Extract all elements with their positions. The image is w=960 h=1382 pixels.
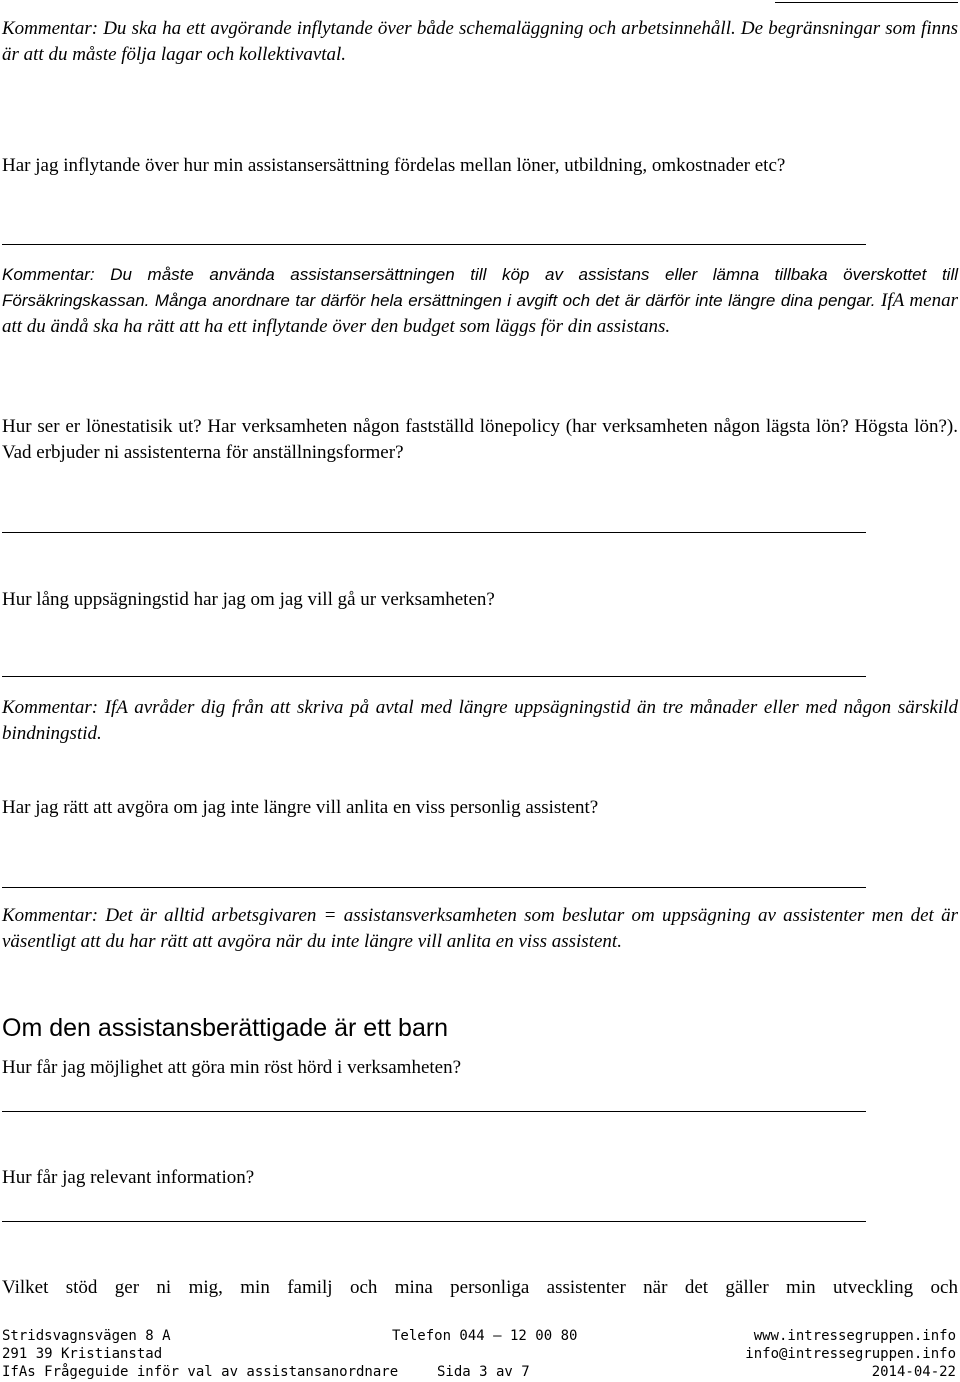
question-voice: Hur får jag möjlighet att göra min röst hörd i verksamheten?	[2, 1057, 462, 1078]
question-budget: Har jag inflytande över hur min assistansersättning fördelas mellan löner, utbildning, omkostnader etc?	[2, 155, 786, 176]
comment-budget-part3: IfA menar att du ändå ska ha rätt att ha ett inflytande över den budget som läggs för din assistans.	[2, 290, 958, 337]
question-information: Hur får jag relevant information?	[2, 1167, 255, 1188]
answer-line	[2, 1111, 866, 1112]
comment-budget-part2: Många anordnare tar därför hela ersättningen i avgift och det är därför inte längre dina pengar.	[154, 291, 876, 310]
question-notice: Hur lång uppsägningstid har jag om jag vill gå ur verksamheten?	[2, 589, 495, 610]
comment-scheduling: Kommentar: Du ska ha ett avgörande inflytande över både schemaläggning och arbetsinnehåll. De begränsningar som finns är att du måste följa lagar och kollektivavtal.	[2, 18, 958, 65]
footer-date: 2014-04-22	[871, 1364, 956, 1380]
question-salary: Hur ser er lönestatisik ut? Har verksamheten någon fastställd lönepolicy (har verksamheten någon lägsta lön? Högsta lön?). Vad erbjuder ni assistenterna för anställningsformer?	[2, 416, 958, 463]
top-rule	[775, 2, 958, 3]
footer-page-number: Sida 3 av 7	[437, 1364, 530, 1380]
footer-address-street: Stridsvagnsvägen 8 A	[2, 1328, 171, 1344]
section-heading: Om den assistansberättigade är ett barn	[2, 1014, 449, 1042]
answer-line	[2, 1221, 866, 1222]
answer-line	[2, 244, 866, 245]
comment-dismissal: Kommentar: Det är alltid arbetsgivaren = assistansverksamheten som beslutar om uppsägning av assistenter men det är väsentligt att du har rätt att avgöra när du inte längre vill anlita en viss assistent.	[2, 905, 958, 952]
footer-website: www.intressegruppen.info	[753, 1328, 956, 1344]
answer-line	[2, 676, 866, 677]
footer-email: info@intressegruppen.info	[745, 1346, 956, 1362]
footer-document-title: IfAs Frågeguide inför val av assistansanordnare	[2, 1364, 399, 1380]
answer-line	[2, 887, 866, 888]
comment-notice: Kommentar: IfA avråder dig från att skriva på avtal med längre uppsägningstid än tre månader eller med någon särskild bindningstid.	[2, 697, 958, 744]
question-support: Vilket stöd ger ni mig, min familj och mina personliga assistenter när det gäller min utveckling och	[2, 1277, 958, 1298]
page-footer	[2, 1327, 956, 1381]
comment-budget	[2, 262, 958, 340]
comment-budget-part1: Kommentar: Du måste använda assistansersättningen till köp av assistans eller lämna tillbaka överskottet till Försäkringskassan.	[2, 265, 958, 310]
answer-line	[2, 532, 866, 533]
footer-phone: Telefon 044 – 12 00 80	[392, 1328, 578, 1344]
footer-address-city: 291 39 Kristianstad	[2, 1346, 163, 1362]
question-assistant: Har jag rätt att avgöra om jag inte längre vill anlita en viss personlig assistent?	[2, 797, 599, 818]
